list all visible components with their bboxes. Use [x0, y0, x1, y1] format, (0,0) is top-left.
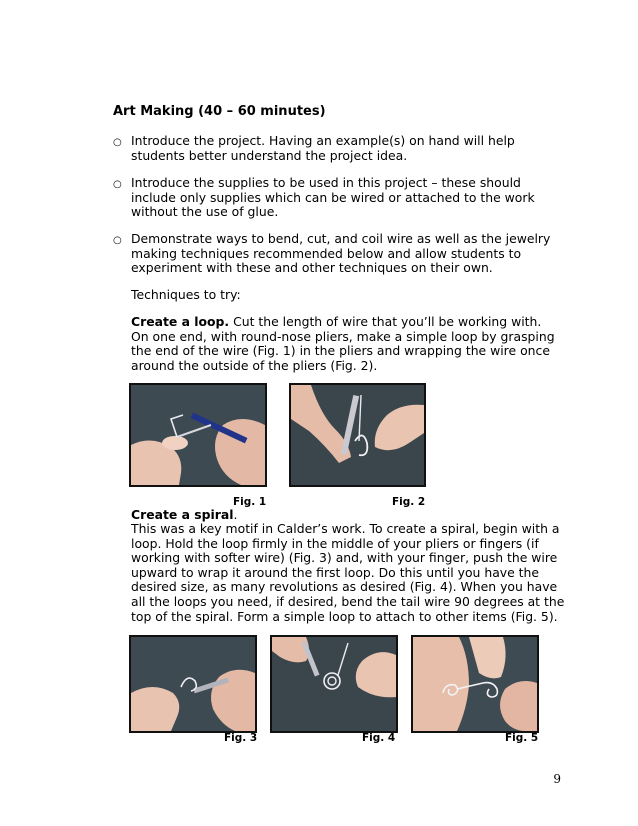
fig1-caption: Fig. 1 [233, 496, 267, 508]
spiral-paragraph: This was a key motif in Calder’s work. To create a spiral, begin with a loop. Hold the loop firmly in the middle of your pliers or fingers (if working with softer wire) (Fig. 3) and, with your finger, push the wire upward to wrap it around the first loop. Do this until you have the desired size, as many revolutions as desired (Fig. 4). When you have all the loops you need, if desired, bend the tail wire 90 degrees at the top of the spiral. Form a simple loop to attach to other items (Fig. 5). [131, 521, 565, 624]
bullet-text: Introduce the supplies to be used in this project – these should include only supplies which can be wired or attached to the work without the use of glue. [131, 175, 535, 220]
fig2-caption: Fig. 2 [392, 496, 426, 508]
fig3-caption: Fig. 3 [224, 732, 258, 744]
fig3-photo [129, 635, 257, 733]
fig4-caption: Fig. 4 [362, 732, 396, 744]
bullet-marker: ○ [113, 179, 122, 190]
techniques-intro: Techniques to try: [131, 287, 241, 302]
loop-text: Cut the length of wire that you’ll be working with. On one end, with round-nose pliers, make a simple loop by grasping the end of the wire (Fig. 1) in the pliers and wrapping the wire once around the outside of the pliers (Fig. 2). [131, 314, 555, 373]
section-title: Art Making (40 – 60 minutes) [113, 104, 326, 119]
page-number: 9 [553, 772, 561, 786]
bullet-marker: ○ [113, 235, 122, 246]
fig2-photo [289, 383, 426, 487]
bullet-text: Demonstrate ways to bend, cut, and coil wire as well as the jewelry making techniques recommended below and allow students to experiment with these and other techniques on their own. [131, 231, 551, 276]
loop-paragraph [131, 315, 561, 373]
spiral-heading: Create a spiral [131, 507, 234, 522]
bullet-text: Introduce the project. Having an example(s) on hand will help students better understand the project idea. [131, 133, 515, 163]
loop-heading: Create a loop. [131, 314, 230, 329]
fig5-photo [411, 635, 539, 733]
fig5-caption: Fig. 5 [505, 732, 539, 744]
bullet-marker: ○ [113, 137, 122, 148]
spiral-heading-suffix: . [233, 507, 238, 522]
fig1-photo [129, 383, 267, 487]
fig4-photo [270, 635, 398, 733]
